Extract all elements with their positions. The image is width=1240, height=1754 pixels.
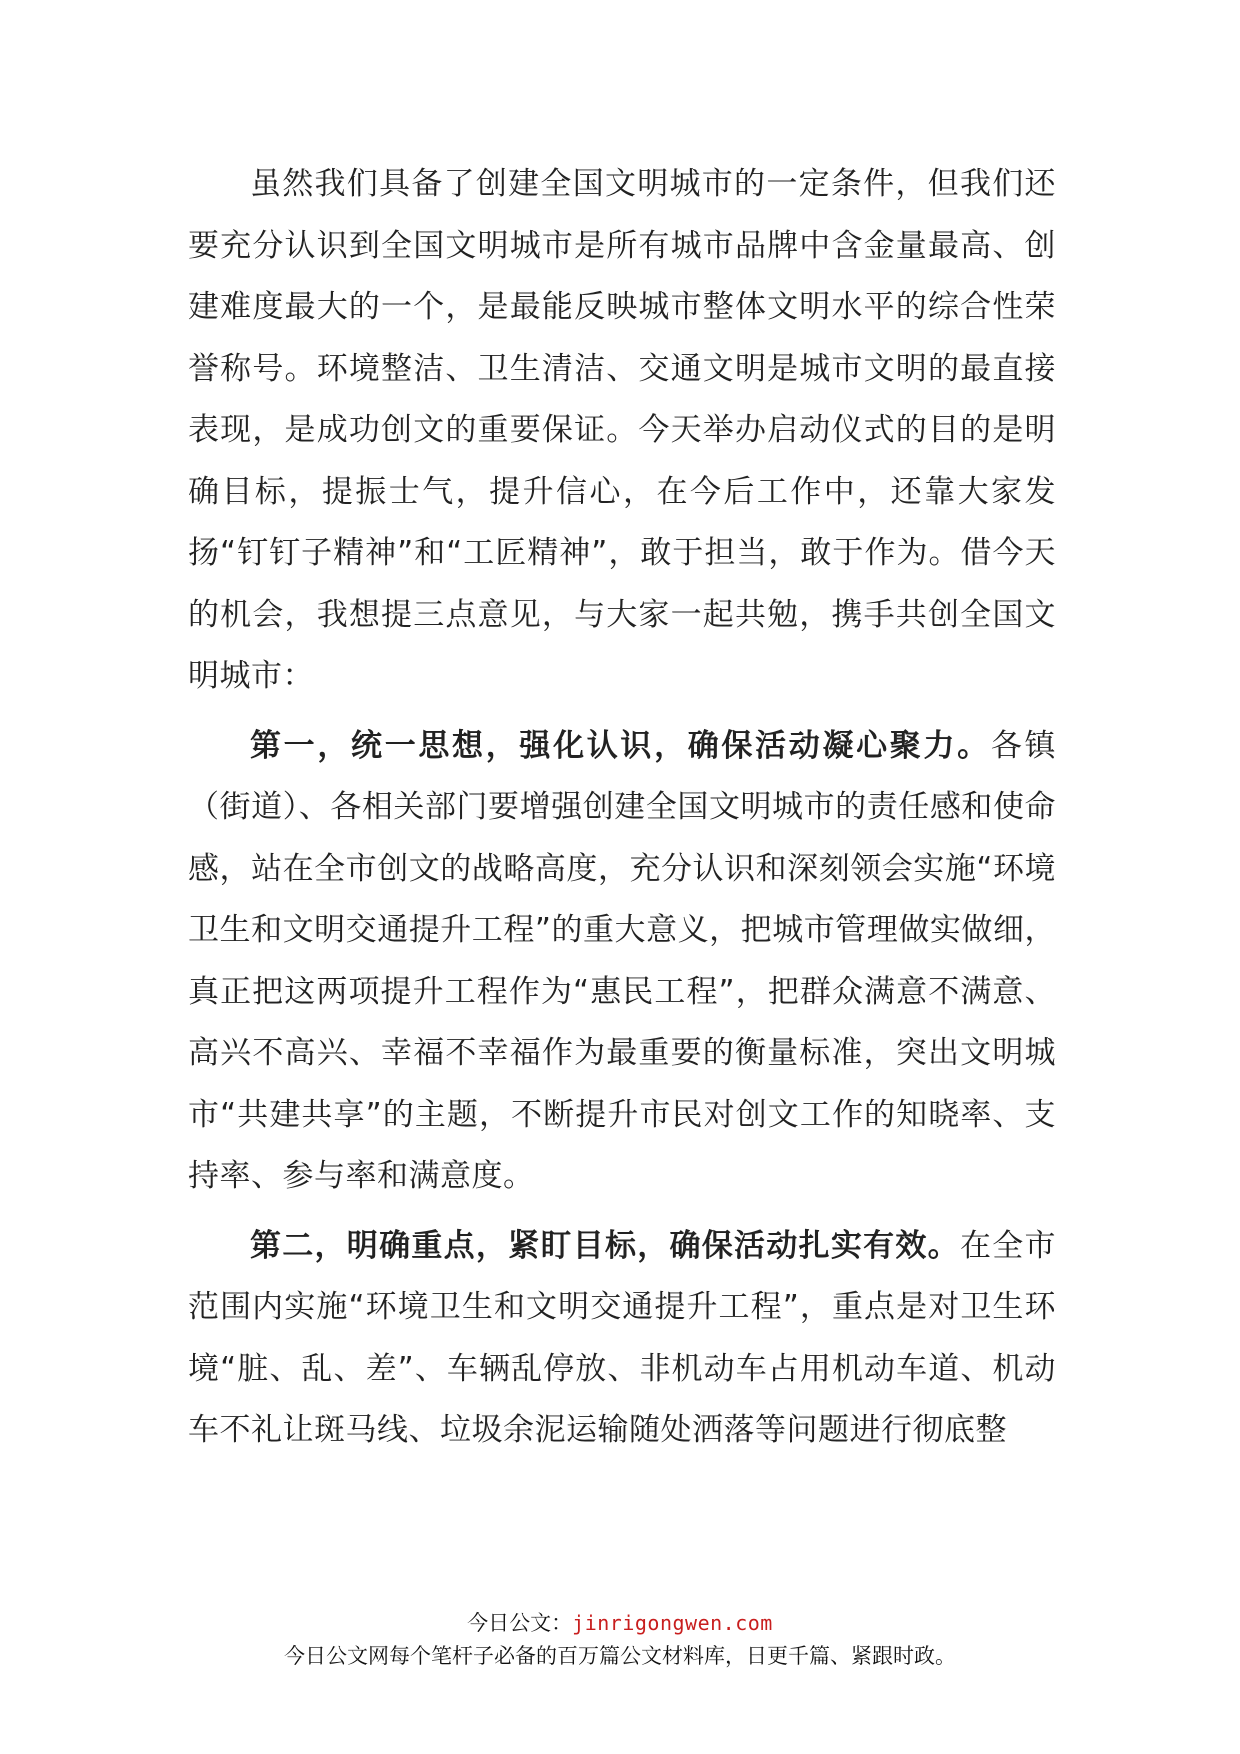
footer-slogan: 今日公文网每个笔杆子必备的百万篇公文材料库，日更千篇、紧跟时政。 (284, 1644, 956, 1668)
paragraph-point-two (188, 1216, 1056, 1462)
paragraph-text: 在全市范围内实施“环境卫生和文明交通提升工程”，重点是对卫生环境“脏、乱、差”、车辆乱停放、非机动车占用机动车道、机动车不礼让斑马线、垃圾余泥运输随处洒落等问题进行彻底整 (188, 1227, 1057, 1448)
footer-site-label: 今日公文： (467, 1611, 573, 1635)
paragraph-point-one (188, 716, 1056, 1208)
footer-site-line (0, 1607, 1240, 1640)
footer-site-link[interactable]: jinrigongwen.com (572, 1611, 773, 1635)
page-footer (0, 1607, 1240, 1673)
paragraph-text: 各镇（街道）、各相关部门要增强创建全国文明城市的责任感和使命感，站在全市创文的战略高度，充分认识和深刻领会实施“环境卫生和文明交通提升工程”的重大意义，把城市管理做实做细，真正把这两项提升工程作为“惠民工程”，把群众满意不满意、高兴不高兴、幸福不幸福作为最重要的衡量标准，突出文明城市“共建共享”的主题，不断提升市民对创文工作的知晓率、支持率、参与率和满意度。 (188, 727, 1057, 1194)
paragraph-text: 虽然我们具备了创建全国文明城市的一定条件，但我们还要充分认识到全国文明城市是所有城市品牌中含金量最高、创建难度最大的一个，是最能反映城市整体文明水平的综合性荣誉称号。环境整洁、卫生清洁、交通文明是城市文明的最直接表现，是成功创文的重要保证。今天举办启动仪式的目的是明确目标，提振士气，提升信心，在今后工作中，还靠大家发扬“钉钉子精神”和“工匠精神”，敢于担当，敢于作为。借今天的机会，我想提三点意见，与大家一起共勉，携手共创全国文明城市： (188, 166, 1056, 694)
document-body (188, 154, 1056, 1462)
paragraph-lead: 第一，统一思想，强化认识，确保活动凝心聚力。 (250, 727, 991, 764)
paragraph-lead: 第二，明确重点，紧盯目标，确保活动扎实有效。 (250, 1227, 960, 1264)
paragraph-intro (188, 154, 1056, 708)
